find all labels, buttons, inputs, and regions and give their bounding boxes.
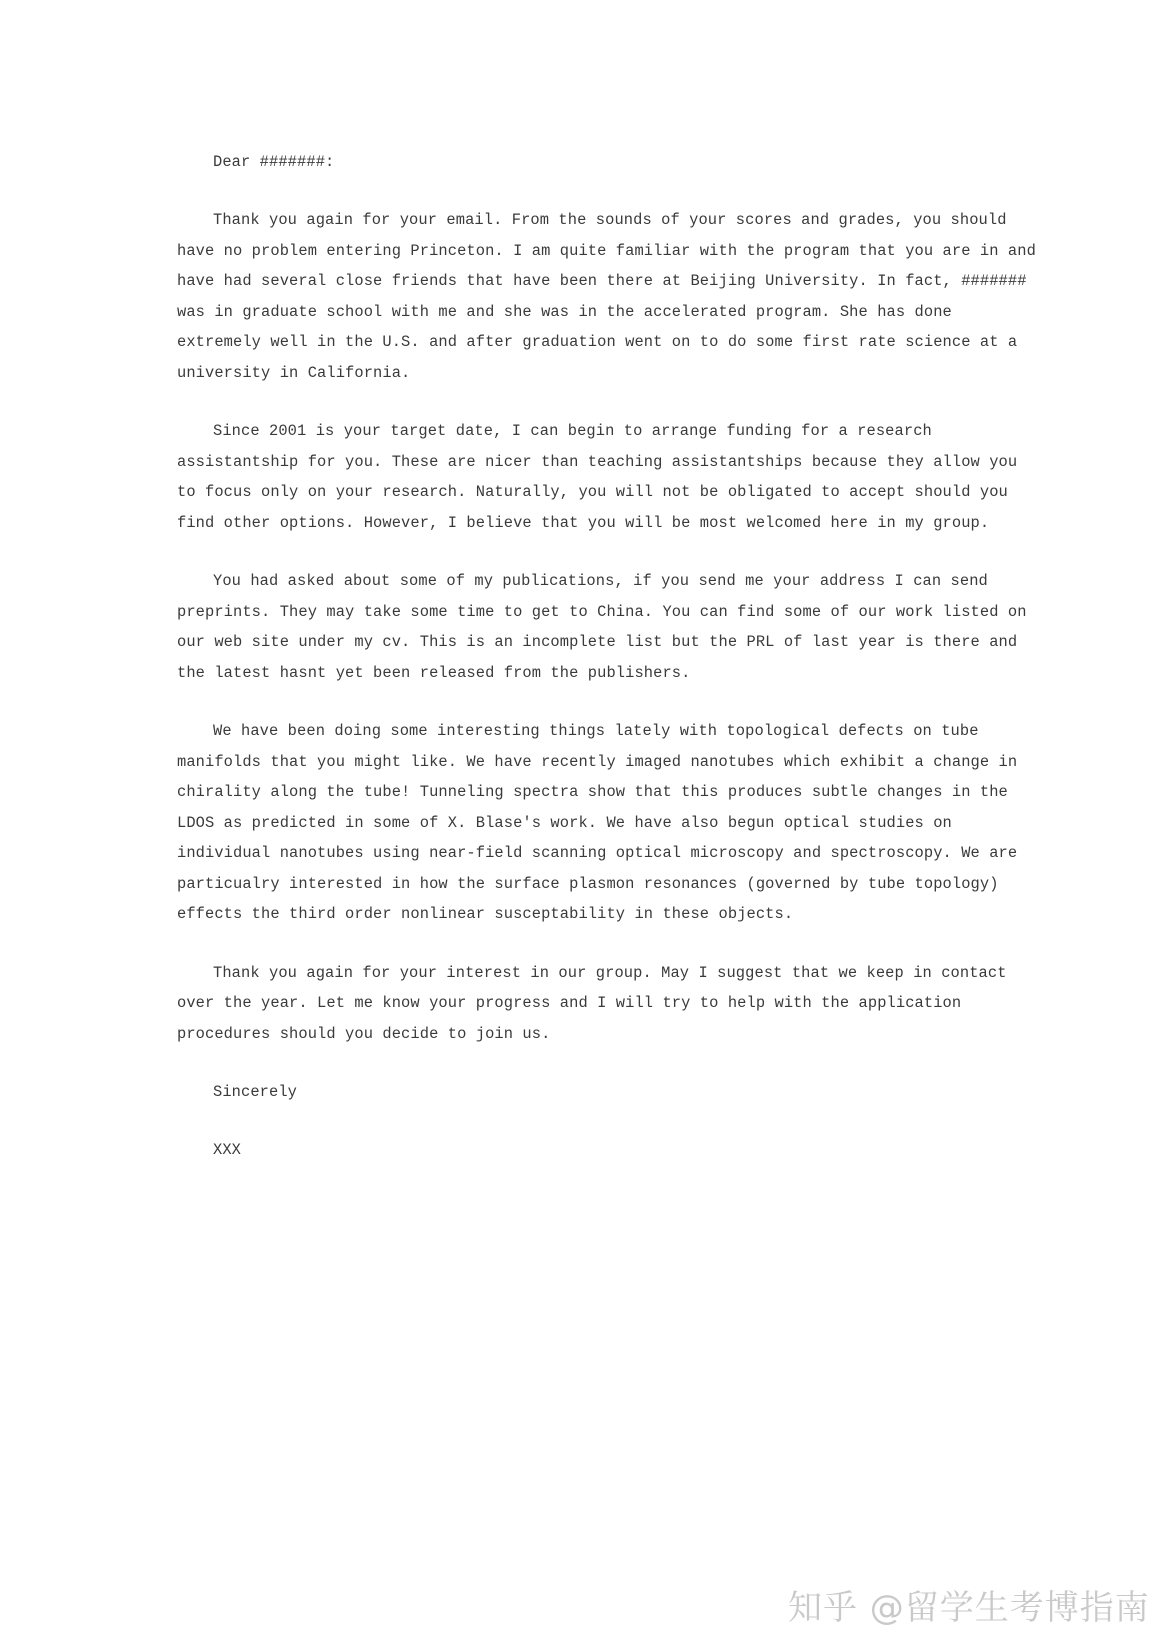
paragraph-line: chirality along the tube! Tunneling spectra show that this produces subtle changes in the xyxy=(177,783,1008,802)
paragraph-2 xyxy=(177,416,1018,538)
paragraph-line: Since 2001 is your target date, I can begin to arrange funding for a research xyxy=(213,422,932,441)
paragraph-line: LDOS as predicted in some of X. Blase's work. We have also begun optical studies on xyxy=(177,813,952,832)
letter-body xyxy=(177,147,1036,1166)
paragraph-line: over the year. Let me know your progress and I will try to help with the application xyxy=(177,994,962,1013)
paragraph-1 xyxy=(177,205,1036,389)
paragraph-line: have no problem entering Princeton. I am quite familiar with the program that you are in and xyxy=(177,241,1036,260)
paragraph-gap xyxy=(177,389,1007,417)
paragraph-line: Thank you again for your email. From the sounds of your scores and grades, you should xyxy=(213,211,1007,230)
paragraph-line: particualry interested in how the surface plasmon resonances (governed by tube topology) xyxy=(177,874,999,893)
paragraph-gap xyxy=(177,1107,1007,1135)
paragraph-line: individual nanotubes using near-field scanning optical microscopy and spectroscopy. We are xyxy=(177,844,1018,863)
paragraph-gap xyxy=(177,930,1007,958)
paragraph-line: university in California. xyxy=(177,364,411,383)
closing: Sincerely xyxy=(213,1082,298,1101)
paragraph-gap xyxy=(177,688,1007,716)
salutation: Dear #######: xyxy=(213,153,335,171)
paragraph-line: to focus only on your research. Naturally, you will not be obligated to accept should you xyxy=(177,483,1008,502)
paragraph-3 xyxy=(177,566,1027,688)
paragraph-gap xyxy=(177,178,1007,206)
paragraph-line: extremely well in the U.S. and after graduation went on to do some first rate science at a xyxy=(177,333,1018,352)
paragraph-line: assistantship for you. These are nicer than teaching assistantships because they allow you xyxy=(177,452,1018,471)
paragraph-gap xyxy=(177,539,1007,567)
paragraph-line: procedures should you decide to join us. xyxy=(177,1024,551,1043)
paragraph-5 xyxy=(177,958,1007,1050)
signature: XXX xyxy=(213,1140,242,1159)
paragraph-line: We have been doing some interesting things lately with topological defects on tube xyxy=(213,721,979,740)
paragraph-4 xyxy=(177,716,1018,930)
paragraph-line: the latest hasnt yet been released from the publishers. xyxy=(177,663,691,682)
paragraph-line: our web site under my cv. This is an incomplete list but the PRL of last year is there and xyxy=(177,633,1018,652)
paragraph-line: effects the third order nonlinear susceptability in these objects. xyxy=(177,905,794,924)
paragraph-line: was in graduate school with me and she was in the accelerated program. She has done xyxy=(177,302,952,321)
paragraph-line: manifolds that you might like. We have recently imaged nanotubes which exhibit a change in xyxy=(177,752,1018,771)
paragraph-line: preprints. They may take some time to get to China. You can find some of our work listed on xyxy=(177,602,1027,621)
paragraph-line: You had asked about some of my publications, if you send me your address I can send xyxy=(213,572,988,591)
paragraph-gap xyxy=(177,1049,1007,1077)
watermark: 知乎 @留学生考博指南 xyxy=(788,1588,1150,1628)
paragraph-line: find other options. However, I believe that you will be most welcomed here in my group. xyxy=(177,513,990,532)
paragraph-line: Thank you again for your interest in our group. May I suggest that we keep in contact xyxy=(213,963,1007,982)
paragraph-line: have had several close friends that have been there at Beijing University. In fact, ####### xyxy=(177,272,1027,291)
